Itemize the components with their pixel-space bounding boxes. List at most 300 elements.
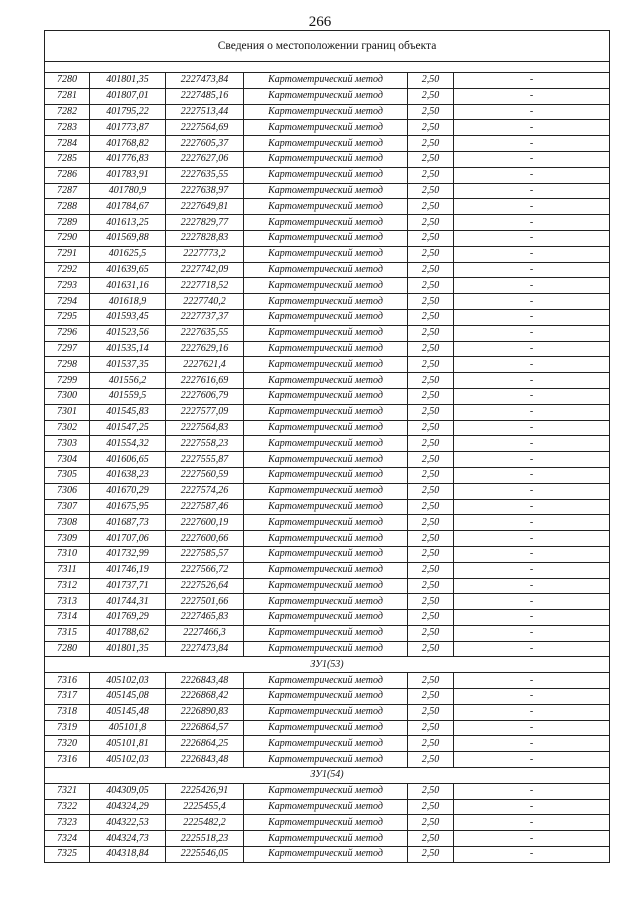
table-row (45, 562, 610, 578)
method-cell: Картометрический метод (244, 625, 408, 641)
accuracy-cell: 2,50 (408, 673, 454, 689)
table-row (45, 610, 610, 626)
accuracy-cell: 2,50 (408, 215, 454, 231)
table-row (45, 783, 610, 799)
accuracy-cell: 2,50 (408, 88, 454, 104)
accuracy-cell: 2,50 (408, 847, 454, 863)
description-cell: - (454, 562, 610, 578)
accuracy-cell: 2,50 (408, 373, 454, 389)
table-row (45, 73, 610, 89)
x-coordinate-cell: 401707,06 (90, 531, 166, 547)
accuracy-cell: 2,50 (408, 246, 454, 262)
method-cell: Картометрический метод (244, 483, 408, 499)
table-row (45, 625, 610, 641)
x-coordinate-cell: 405145,08 (90, 689, 166, 705)
accuracy-cell: 2,50 (408, 736, 454, 752)
method-cell: Картометрический метод (244, 294, 408, 310)
y-coordinate-cell: 2227466,3 (166, 625, 244, 641)
description-cell: - (454, 420, 610, 436)
table-row (45, 136, 610, 152)
point-number-cell: 7297 (45, 341, 90, 357)
x-coordinate-cell: 401559,5 (90, 388, 166, 404)
point-number-cell: 7296 (45, 325, 90, 341)
accuracy-cell: 2,50 (408, 294, 454, 310)
point-number-cell: 7316 (45, 673, 90, 689)
x-coordinate-cell: 401606,65 (90, 452, 166, 468)
title-row (45, 31, 610, 62)
method-cell: Картометрический метод (244, 73, 408, 89)
x-coordinate-cell: 405145,48 (90, 704, 166, 720)
point-number-cell: 7322 (45, 799, 90, 815)
y-coordinate-cell: 2227513,44 (166, 104, 244, 120)
y-coordinate-cell: 2227829,77 (166, 215, 244, 231)
accuracy-cell: 2,50 (408, 689, 454, 705)
method-cell: Картометрический метод (244, 610, 408, 626)
description-cell: - (454, 88, 610, 104)
section-header-row (45, 768, 610, 784)
accuracy-cell: 2,50 (408, 752, 454, 768)
section-header-row (45, 657, 610, 673)
y-coordinate-cell: 2227574,26 (166, 483, 244, 499)
method-cell: Картометрический метод (244, 452, 408, 468)
description-cell: - (454, 294, 610, 310)
x-coordinate-cell: 401613,25 (90, 215, 166, 231)
x-coordinate-cell: 401776,83 (90, 151, 166, 167)
y-coordinate-cell: 2227585,57 (166, 546, 244, 562)
y-coordinate-cell: 2226843,48 (166, 752, 244, 768)
table-row (45, 404, 610, 420)
accuracy-cell: 2,50 (408, 499, 454, 515)
x-coordinate-cell: 404318,84 (90, 847, 166, 863)
description-cell: - (454, 341, 610, 357)
description-cell: - (454, 278, 610, 294)
accuracy-cell: 2,50 (408, 436, 454, 452)
point-number-cell: 7287 (45, 183, 90, 199)
y-coordinate-cell: 2227828,83 (166, 230, 244, 246)
point-number-cell: 7290 (45, 230, 90, 246)
accuracy-cell: 2,50 (408, 104, 454, 120)
description-cell: - (454, 436, 610, 452)
y-coordinate-cell: 2225482,2 (166, 815, 244, 831)
table-row (45, 167, 610, 183)
x-coordinate-cell: 401675,95 (90, 499, 166, 515)
table-row (45, 594, 610, 610)
point-number-cell: 7309 (45, 531, 90, 547)
x-coordinate-cell: 405101,81 (90, 736, 166, 752)
method-cell: Картометрический метод (244, 104, 408, 120)
table-row (45, 704, 610, 720)
point-number-cell: 7324 (45, 831, 90, 847)
table-row (45, 88, 610, 104)
y-coordinate-cell: 2227560,59 (166, 467, 244, 483)
section-label: ЗУ1(53) (45, 657, 610, 673)
y-coordinate-cell: 2225518,23 (166, 831, 244, 847)
method-cell: Картометрический метод (244, 341, 408, 357)
method-cell: Картометрический метод (244, 183, 408, 199)
table-row (45, 230, 610, 246)
accuracy-cell: 2,50 (408, 325, 454, 341)
description-cell: - (454, 167, 610, 183)
method-cell: Картометрический метод (244, 120, 408, 136)
accuracy-cell: 2,50 (408, 278, 454, 294)
y-coordinate-cell: 2227649,81 (166, 199, 244, 215)
y-coordinate-cell: 2227629,16 (166, 341, 244, 357)
method-cell: Картометрический метод (244, 467, 408, 483)
accuracy-cell: 2,50 (408, 404, 454, 420)
table-title: Сведения о местоположении границ объекта (45, 31, 610, 62)
x-coordinate-cell: 401638,23 (90, 467, 166, 483)
y-coordinate-cell: 2225546,05 (166, 847, 244, 863)
point-number-cell: 7318 (45, 704, 90, 720)
x-coordinate-cell: 404309,05 (90, 783, 166, 799)
point-number-cell: 7293 (45, 278, 90, 294)
y-coordinate-cell: 2227566,72 (166, 562, 244, 578)
x-coordinate-cell: 401768,82 (90, 136, 166, 152)
point-number-cell: 7295 (45, 309, 90, 325)
table-row (45, 452, 610, 468)
accuracy-cell: 2,50 (408, 167, 454, 183)
y-coordinate-cell: 2227627,06 (166, 151, 244, 167)
y-coordinate-cell: 2227606,79 (166, 388, 244, 404)
spacer-cell (45, 62, 610, 73)
method-cell: Картометрический метод (244, 357, 408, 373)
table-row (45, 673, 610, 689)
x-coordinate-cell: 401639,65 (90, 262, 166, 278)
y-coordinate-cell: 2227638,97 (166, 183, 244, 199)
accuracy-cell: 2,50 (408, 357, 454, 373)
method-cell: Картометрический метод (244, 562, 408, 578)
method-cell: Картометрический метод (244, 136, 408, 152)
description-cell: - (454, 499, 610, 515)
description-cell: - (454, 388, 610, 404)
y-coordinate-cell: 2226868,42 (166, 689, 244, 705)
accuracy-cell: 2,50 (408, 151, 454, 167)
x-coordinate-cell: 401554,32 (90, 436, 166, 452)
table-row (45, 120, 610, 136)
table-row (45, 262, 610, 278)
x-coordinate-cell: 401783,91 (90, 167, 166, 183)
point-number-cell: 7281 (45, 88, 90, 104)
description-cell: - (454, 230, 610, 246)
point-number-cell: 7284 (45, 136, 90, 152)
description-cell: - (454, 578, 610, 594)
point-number-cell: 7280 (45, 641, 90, 657)
description-cell: - (454, 404, 610, 420)
x-coordinate-cell: 401537,35 (90, 357, 166, 373)
x-coordinate-cell: 404324,29 (90, 799, 166, 815)
method-cell: Картометрический метод (244, 215, 408, 231)
accuracy-cell: 2,50 (408, 199, 454, 215)
point-number-cell: 7301 (45, 404, 90, 420)
method-cell: Картометрический метод (244, 151, 408, 167)
description-cell: - (454, 246, 610, 262)
description-cell: - (454, 815, 610, 831)
x-coordinate-cell: 401535,14 (90, 341, 166, 357)
point-number-cell: 7300 (45, 388, 90, 404)
y-coordinate-cell: 2227740,2 (166, 294, 244, 310)
point-number-cell: 7299 (45, 373, 90, 389)
x-coordinate-cell: 401556,2 (90, 373, 166, 389)
y-coordinate-cell: 2227587,46 (166, 499, 244, 515)
method-cell: Картометрический метод (244, 736, 408, 752)
y-coordinate-cell: 2227600,66 (166, 531, 244, 547)
accuracy-cell: 2,50 (408, 73, 454, 89)
y-coordinate-cell: 2227616,69 (166, 373, 244, 389)
y-coordinate-cell: 2227473,84 (166, 641, 244, 657)
method-cell: Картометрический метод (244, 704, 408, 720)
point-number-cell: 7280 (45, 73, 90, 89)
table-row (45, 689, 610, 705)
description-cell: - (454, 689, 610, 705)
x-coordinate-cell: 401784,67 (90, 199, 166, 215)
point-number-cell: 7313 (45, 594, 90, 610)
point-number-cell: 7310 (45, 546, 90, 562)
accuracy-cell: 2,50 (408, 783, 454, 799)
description-cell: - (454, 104, 610, 120)
spacer-row (45, 62, 610, 73)
y-coordinate-cell: 2227718,52 (166, 278, 244, 294)
boundary-table (44, 30, 610, 863)
method-cell: Картометрический метод (244, 673, 408, 689)
accuracy-cell: 2,50 (408, 546, 454, 562)
description-cell: - (454, 752, 610, 768)
description-cell: - (454, 531, 610, 547)
x-coordinate-cell: 401670,29 (90, 483, 166, 499)
description-cell: - (454, 325, 610, 341)
x-coordinate-cell: 401807,01 (90, 88, 166, 104)
x-coordinate-cell: 401545,83 (90, 404, 166, 420)
accuracy-cell: 2,50 (408, 720, 454, 736)
point-number-cell: 7304 (45, 452, 90, 468)
x-coordinate-cell: 405101,8 (90, 720, 166, 736)
point-number-cell: 7320 (45, 736, 90, 752)
method-cell: Картометрический метод (244, 388, 408, 404)
description-cell: - (454, 120, 610, 136)
description-cell: - (454, 594, 610, 610)
y-coordinate-cell: 2227773,2 (166, 246, 244, 262)
x-coordinate-cell: 401523,56 (90, 325, 166, 341)
description-cell: - (454, 641, 610, 657)
point-number-cell: 7307 (45, 499, 90, 515)
accuracy-cell: 2,50 (408, 388, 454, 404)
x-coordinate-cell: 401687,73 (90, 515, 166, 531)
description-cell: - (454, 704, 610, 720)
description-cell: - (454, 215, 610, 231)
point-number-cell: 7312 (45, 578, 90, 594)
x-coordinate-cell: 401737,71 (90, 578, 166, 594)
accuracy-cell: 2,50 (408, 578, 454, 594)
table-row (45, 483, 610, 499)
description-cell: - (454, 357, 610, 373)
x-coordinate-cell: 401547,25 (90, 420, 166, 436)
accuracy-cell: 2,50 (408, 704, 454, 720)
y-coordinate-cell: 2227737,37 (166, 309, 244, 325)
table-row (45, 578, 610, 594)
description-cell: - (454, 136, 610, 152)
table-row (45, 151, 610, 167)
table-row (45, 847, 610, 863)
table-row (45, 531, 610, 547)
method-cell: Картометрический метод (244, 420, 408, 436)
y-coordinate-cell: 2227600,19 (166, 515, 244, 531)
x-coordinate-cell: 404324,73 (90, 831, 166, 847)
point-number-cell: 7308 (45, 515, 90, 531)
point-number-cell: 7305 (45, 467, 90, 483)
method-cell: Картометрический метод (244, 831, 408, 847)
method-cell: Картометрический метод (244, 262, 408, 278)
description-cell: - (454, 183, 610, 199)
y-coordinate-cell: 2227501,66 (166, 594, 244, 610)
method-cell: Картометрический метод (244, 752, 408, 768)
method-cell: Картометрический метод (244, 167, 408, 183)
y-coordinate-cell: 2227564,83 (166, 420, 244, 436)
coordinates-sheet (44, 30, 609, 863)
description-cell: - (454, 262, 610, 278)
x-coordinate-cell: 401780,9 (90, 183, 166, 199)
y-coordinate-cell: 2226864,25 (166, 736, 244, 752)
description-cell: - (454, 452, 610, 468)
point-number-cell: 7285 (45, 151, 90, 167)
method-cell: Картометрический метод (244, 515, 408, 531)
y-coordinate-cell: 2227555,87 (166, 452, 244, 468)
description-cell: - (454, 483, 610, 499)
y-coordinate-cell: 2227473,84 (166, 73, 244, 89)
point-number-cell: 7325 (45, 847, 90, 863)
x-coordinate-cell: 401773,87 (90, 120, 166, 136)
y-coordinate-cell: 2227621,4 (166, 357, 244, 373)
description-cell: - (454, 720, 610, 736)
table-row (45, 436, 610, 452)
y-coordinate-cell: 2226843,48 (166, 673, 244, 689)
description-cell: - (454, 831, 610, 847)
description-cell: - (454, 73, 610, 89)
x-coordinate-cell: 401744,31 (90, 594, 166, 610)
method-cell: Картометрический метод (244, 436, 408, 452)
point-number-cell: 7323 (45, 815, 90, 831)
accuracy-cell: 2,50 (408, 562, 454, 578)
y-coordinate-cell: 2227605,37 (166, 136, 244, 152)
point-number-cell: 7282 (45, 104, 90, 120)
table-row (45, 325, 610, 341)
accuracy-cell: 2,50 (408, 831, 454, 847)
method-cell: Картометрический метод (244, 325, 408, 341)
description-cell: - (454, 783, 610, 799)
y-coordinate-cell: 2227635,55 (166, 325, 244, 341)
section-label: ЗУ1(54) (45, 768, 610, 784)
method-cell: Картометрический метод (244, 546, 408, 562)
table-row (45, 815, 610, 831)
x-coordinate-cell: 401788,62 (90, 625, 166, 641)
accuracy-cell: 2,50 (408, 262, 454, 278)
description-cell: - (454, 799, 610, 815)
table-row (45, 499, 610, 515)
method-cell: Картометрический метод (244, 246, 408, 262)
method-cell: Картометрический метод (244, 689, 408, 705)
method-cell: Картометрический метод (244, 199, 408, 215)
point-number-cell: 7286 (45, 167, 90, 183)
accuracy-cell: 2,50 (408, 625, 454, 641)
method-cell: Картометрический метод (244, 578, 408, 594)
x-coordinate-cell: 405102,03 (90, 752, 166, 768)
table-row (45, 799, 610, 815)
y-coordinate-cell: 2225426,91 (166, 783, 244, 799)
table-row (45, 357, 610, 373)
point-number-cell: 7319 (45, 720, 90, 736)
accuracy-cell: 2,50 (408, 120, 454, 136)
table-row (45, 246, 610, 262)
point-number-cell: 7291 (45, 246, 90, 262)
x-coordinate-cell: 401732,99 (90, 546, 166, 562)
table-row (45, 641, 610, 657)
point-number-cell: 7294 (45, 294, 90, 310)
method-cell: Картометрический метод (244, 815, 408, 831)
table-row (45, 278, 610, 294)
method-cell: Картометрический метод (244, 799, 408, 815)
x-coordinate-cell: 405102,03 (90, 673, 166, 689)
y-coordinate-cell: 2227526,64 (166, 578, 244, 594)
table-row (45, 309, 610, 325)
x-coordinate-cell: 401569,88 (90, 230, 166, 246)
x-coordinate-cell: 401769,29 (90, 610, 166, 626)
accuracy-cell: 2,50 (408, 531, 454, 547)
accuracy-cell: 2,50 (408, 183, 454, 199)
method-cell: Картометрический метод (244, 373, 408, 389)
table-row (45, 752, 610, 768)
x-coordinate-cell: 401801,35 (90, 641, 166, 657)
y-coordinate-cell: 2226864,57 (166, 720, 244, 736)
table-row (45, 388, 610, 404)
description-cell: - (454, 467, 610, 483)
method-cell: Картометрический метод (244, 309, 408, 325)
y-coordinate-cell: 2227564,69 (166, 120, 244, 136)
point-number-cell: 7302 (45, 420, 90, 436)
method-cell: Картометрический метод (244, 594, 408, 610)
table-row (45, 831, 610, 847)
point-number-cell: 7315 (45, 625, 90, 641)
method-cell: Картометрический метод (244, 641, 408, 657)
description-cell: - (454, 625, 610, 641)
accuracy-cell: 2,50 (408, 309, 454, 325)
table-row (45, 720, 610, 736)
point-number-cell: 7317 (45, 689, 90, 705)
table-row (45, 341, 610, 357)
accuracy-cell: 2,50 (408, 467, 454, 483)
table-row (45, 420, 610, 436)
point-number-cell: 7283 (45, 120, 90, 136)
point-number-cell: 7288 (45, 199, 90, 215)
point-number-cell: 7306 (45, 483, 90, 499)
method-cell: Картометрический метод (244, 499, 408, 515)
table-row (45, 467, 610, 483)
point-number-cell: 7292 (45, 262, 90, 278)
point-number-cell: 7321 (45, 783, 90, 799)
description-cell: - (454, 515, 610, 531)
point-number-cell: 7289 (45, 215, 90, 231)
table-row (45, 373, 610, 389)
table-row (45, 515, 610, 531)
y-coordinate-cell: 2227465,83 (166, 610, 244, 626)
description-cell: - (454, 847, 610, 863)
x-coordinate-cell: 401631,16 (90, 278, 166, 294)
y-coordinate-cell: 2227742,09 (166, 262, 244, 278)
description-cell: - (454, 373, 610, 389)
accuracy-cell: 2,50 (408, 594, 454, 610)
description-cell: - (454, 673, 610, 689)
accuracy-cell: 2,50 (408, 420, 454, 436)
method-cell: Картометрический метод (244, 783, 408, 799)
description-cell: - (454, 151, 610, 167)
method-cell: Картометрический метод (244, 230, 408, 246)
